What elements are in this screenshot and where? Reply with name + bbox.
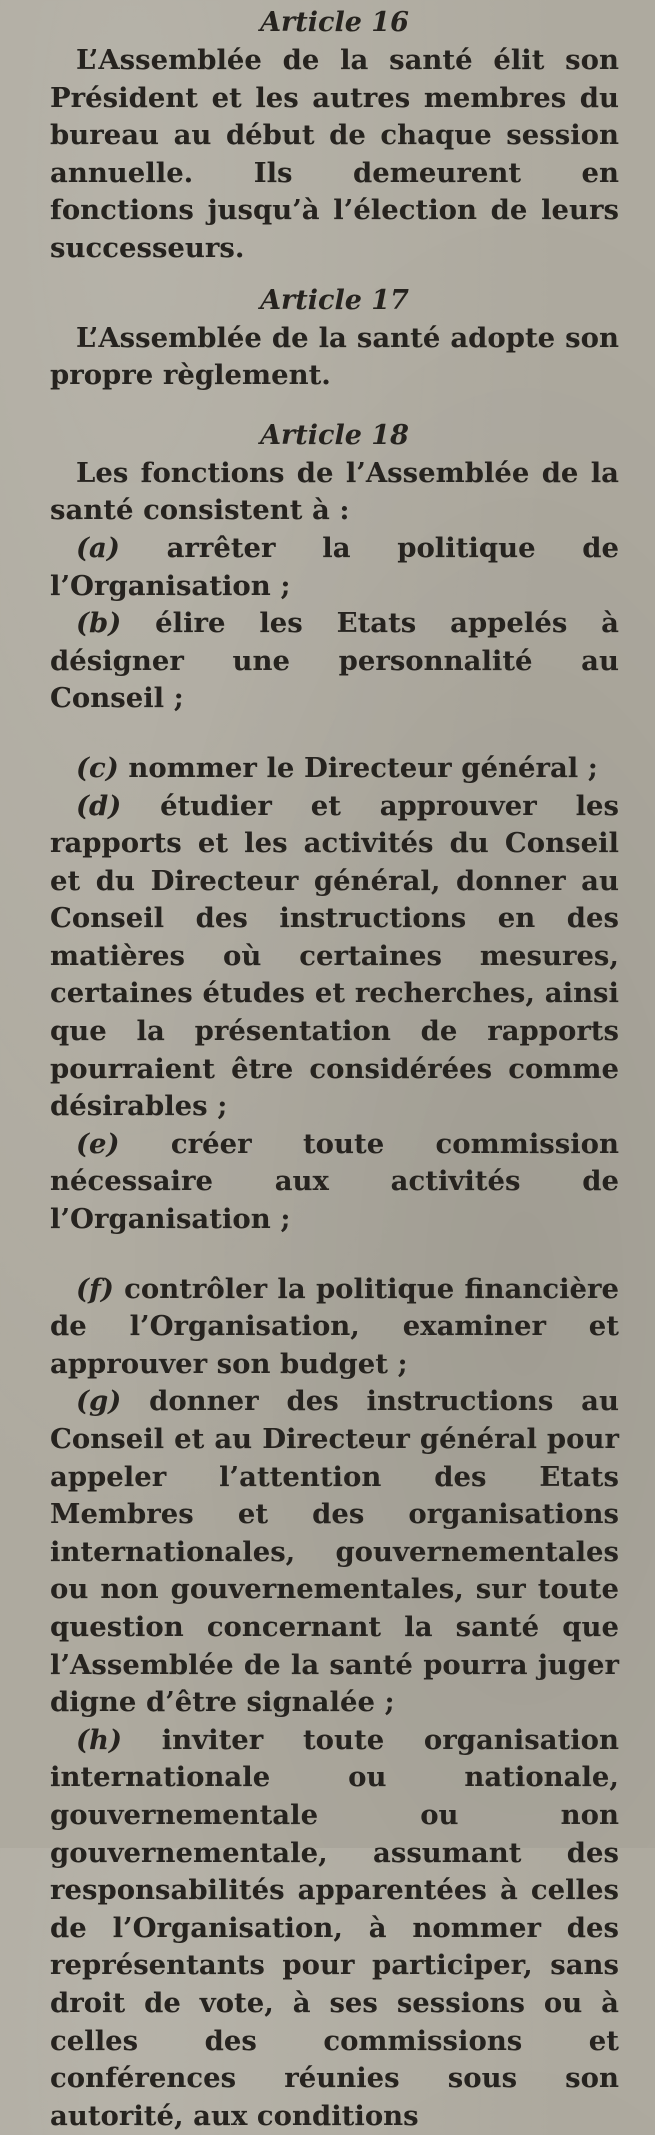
item-text: nommer le Directeur général ; [128,751,598,784]
article-18-item-h [50,1722,619,2135]
item-text: créer toute commission nécessaire aux activités de l’Organisation ; [50,1127,620,1236]
item-text: contrôler la politique financière de l’Organisation, examiner et approuver son budget ; [50,1272,620,1380]
article-18-item-e [50,1126,619,1239]
article-17-text: L’Assemblée de la santé adopte son propre règlement. [50,321,619,392]
item-letter: (h) [76,1723,123,1756]
item-letter: (f) [76,1272,114,1305]
item-letter: (g) [76,1385,122,1418]
item-text: donner des instructions au Conseil et au Directeur général pour appeler l’attention des Etats Membres et des organisations internationales, gouvernementales ou non gouvernementales, sur toute question concernant la santé que l’Assemblée de la santé pourra juger digne d’être signalée ; [50,1385,619,1719]
item-text: arrêter la politique de l’Organisation ; [50,531,619,602]
spacer [50,1239,619,1271]
article-18-item-a [50,530,619,605]
article-18-item-c [50,750,619,788]
article-18-item-g [50,1383,619,1721]
item-letter: (e) [76,1127,120,1160]
item-letter: (d) [76,789,122,822]
article-18-heading: Article 18 [260,419,409,451]
item-letter: (c) [76,751,119,784]
item-letter: (b) [76,607,122,640]
article-16-text: L’Assemblée de la santé élit son Président et les autres membres du bureau au début de chaque session annuelle. Ils demeurent en fonctions jusqu’à l’élection de leurs successeurs. [50,44,619,264]
article-18-item-f [50,1271,619,1384]
item-text: élire les Etats appelés à désigner une personnalité au Conseil ; [50,607,620,715]
article-18-item-d [50,788,619,1126]
item-letter: (a) [76,531,120,564]
item-text: étudier et approuver les rapports et les activités du Conseil et du Directeur général, donner au Conseil des instructions en des matières où certaines mesures, certaines études et recherches, ainsi que la présentation de rapports pourraient être considérées comme désirables ; [50,789,619,1123]
spacer [50,718,619,750]
article-18-intro: Les fonctions de l’Assemblée de la santé consistent à : [50,456,619,527]
article-16-heading: Article 16 [260,7,409,38]
item-text: inviter toute organisation internationale ou nationale, gouvernementale ou non gouvernementale, assumant des responsabilités apparentées à celles de l’Organisation, à nommer des représentants pour participer, sans droit de vote, à ses sessions ou à celles des commissions et conférences réunies sous son autorité, aux conditions [50,1723,620,2132]
article-18-item-b [50,605,619,718]
article-17-heading: Article 17 [260,284,409,316]
